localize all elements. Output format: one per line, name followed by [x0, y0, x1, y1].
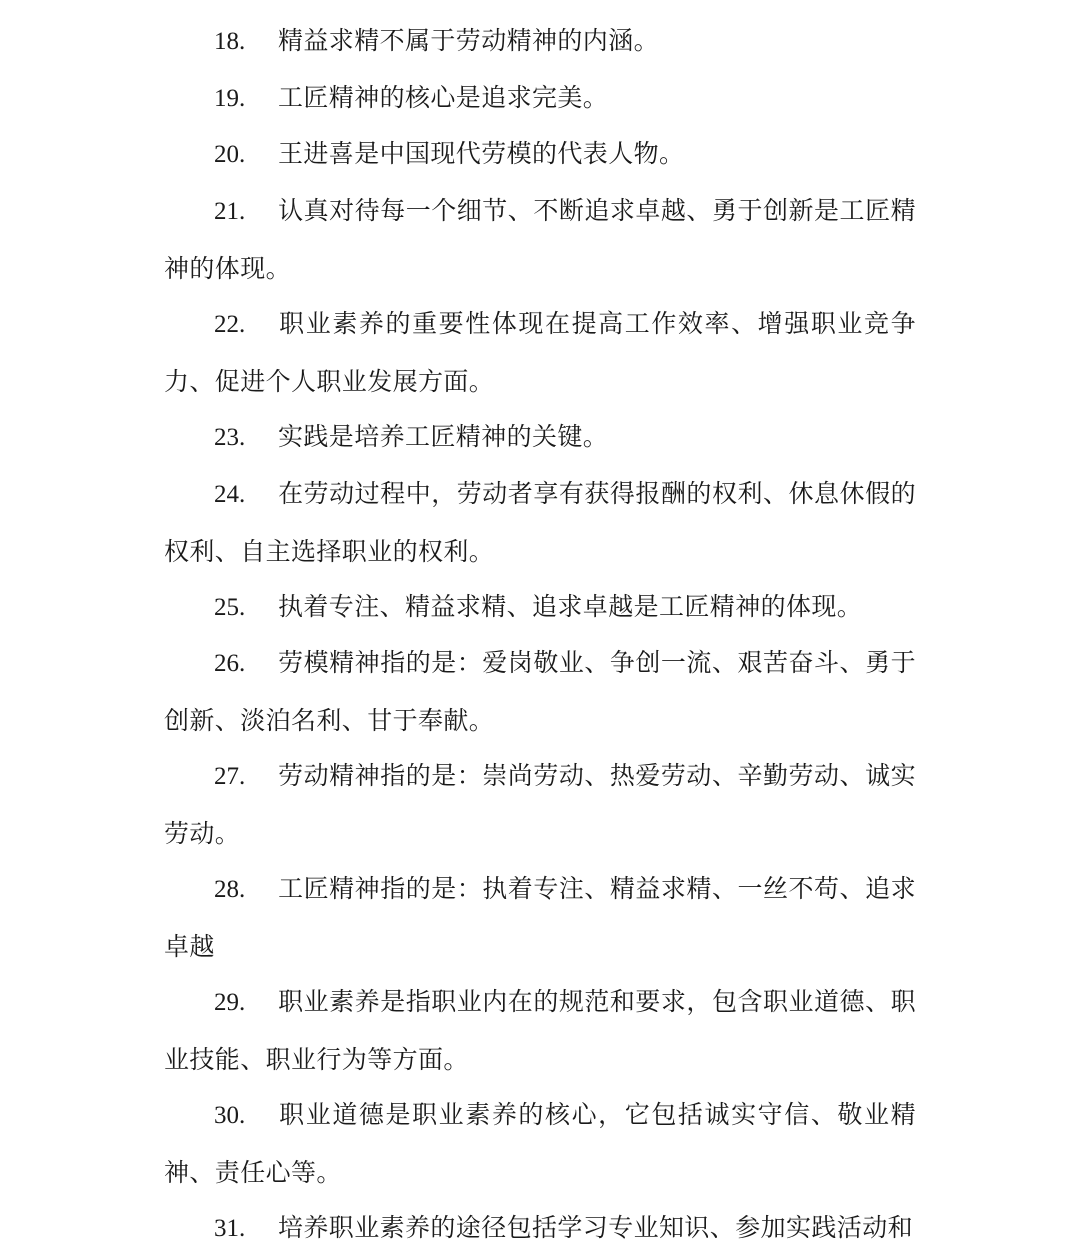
item-number: 22.	[214, 311, 246, 338]
list-item	[164, 466, 916, 580]
item-number: 27.	[214, 763, 246, 790]
list-item	[164, 70, 916, 128]
item-text: 认真对待每一个细节、不断追求卓越、勇于创新是工匠精神的体现。	[164, 196, 916, 283]
list-item	[164, 13, 916, 71]
item-number: 28.	[214, 876, 246, 903]
item-number: 26.	[214, 650, 246, 677]
list-item	[164, 861, 916, 975]
item-number: 19.	[214, 85, 246, 112]
item-number: 20.	[214, 141, 246, 168]
list-item	[164, 126, 916, 184]
list-item	[164, 409, 916, 467]
item-text: 实践是培养工匠精神的关键。	[278, 422, 609, 451]
item-number: 25.	[214, 594, 246, 621]
item-text: 劳动精神指的是：崇尚劳动、热爱劳动、辛勤劳动、诚实劳动。	[164, 761, 916, 848]
list-item	[164, 296, 916, 410]
item-number: 29.	[214, 989, 246, 1016]
item-number: 31.	[214, 1215, 246, 1242]
list-item	[164, 183, 916, 297]
item-text: 王进喜是中国现代劳模的代表人物。	[278, 139, 685, 168]
item-text: 精益求精不属于劳动精神的内涵。	[278, 26, 660, 55]
item-text: 职业素养是指职业内在的规范和要求，包含职业道德、职业技能、职业行为等方面。	[164, 987, 916, 1074]
item-text: 在劳动过程中，劳动者享有获得报酬的权利、休息休假的权利、自主选择职业的权利。	[164, 479, 916, 566]
item-number: 18.	[214, 28, 246, 55]
item-number: 23.	[214, 424, 246, 451]
item-text: 执着专注、精益求精、追求卓越是工匠精神的体现。	[278, 592, 863, 621]
item-number: 30.	[214, 1102, 246, 1129]
item-text: 劳模精神指的是：爱岗敬业、争创一流、艰苦奋斗、勇于创新、淡泊名利、甘于奉献。	[164, 648, 916, 735]
list-item	[164, 635, 916, 749]
list-item	[164, 579, 916, 637]
item-text: 工匠精神的核心是追求完美。	[278, 83, 609, 112]
list-item	[164, 748, 916, 862]
item-text: 培养职业素养的途径包括学习专业知识、参加实践活动和	[278, 1213, 914, 1242]
list-item	[164, 974, 916, 1088]
item-text: 职业道德是职业素养的核心，它包括诚实守信、敬业精神、责任心等。	[164, 1100, 916, 1187]
list-item	[164, 1200, 916, 1258]
item-text: 职业素养的重要性体现在提高工作效率、增强职业竞争力、促进个人职业发展方面。	[164, 309, 916, 396]
item-number: 24.	[214, 481, 246, 508]
item-text: 工匠精神指的是：执着专注、精益求精、一丝不苟、追求卓越	[164, 874, 916, 961]
item-number: 21.	[214, 198, 246, 225]
list-item	[164, 1087, 916, 1201]
